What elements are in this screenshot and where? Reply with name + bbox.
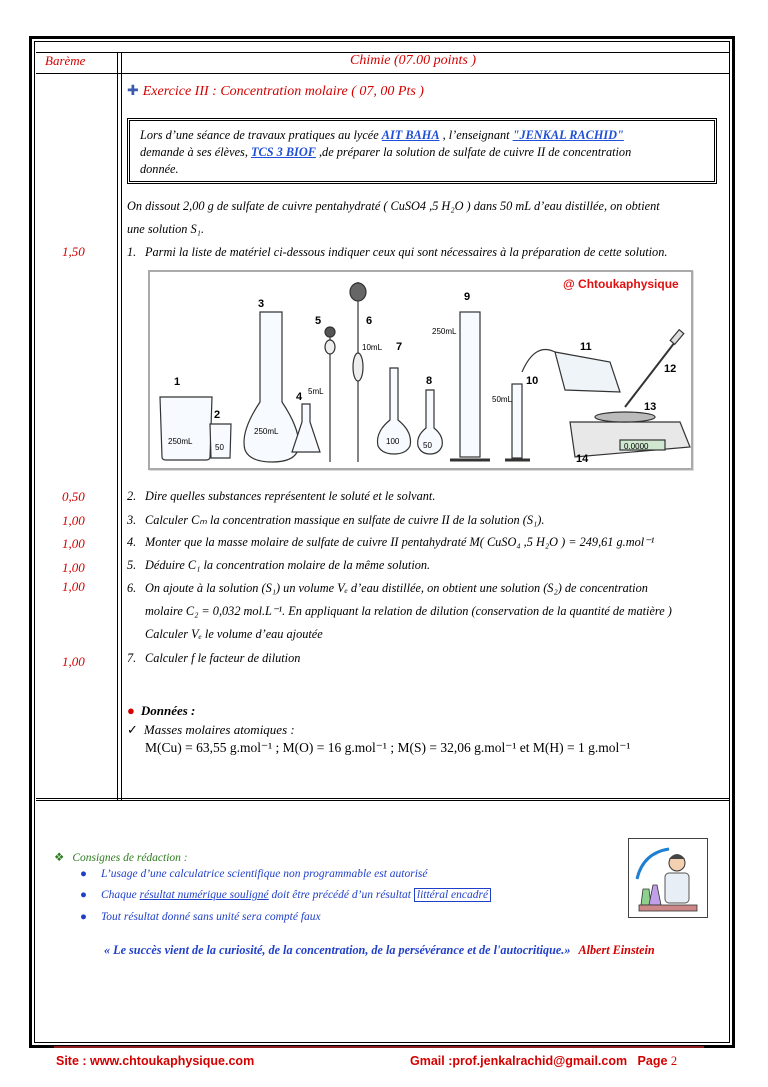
question-7 [127, 649, 727, 667]
lab-equipment-drawing [150, 272, 691, 468]
masses-label [127, 722, 295, 738]
consigne-text: L’usage d’une calculatrice scientifique non programmable est autorisé [100, 868, 428, 880]
footer-site: Site : www.chtoukaphysique.com [56, 1054, 255, 1068]
label-11: 11 [580, 341, 592, 353]
question-text: Monter que la masse molaire de sulfate de cuivre II pentahydraté M( CuSO₄ ,5 H₂O ) = 249,61 g.mol⁻¹ [145, 535, 655, 549]
score-q4: 1,00 [62, 536, 85, 551]
label-10: 10 [526, 375, 539, 387]
score-q3: 1,00 [62, 513, 85, 528]
question-number: 5. [127, 558, 137, 572]
consigne-underlined: résultat numérique souligné [139, 889, 269, 901]
label-7: 7 [396, 341, 403, 353]
consigne-item-3 [80, 911, 321, 923]
volume-cylinder-50: 50mL [492, 395, 513, 404]
consignes-title-text: Consignes de rédaction : [72, 852, 188, 864]
question-5 [127, 556, 727, 574]
score-q7: 1,00 [62, 654, 85, 669]
teacher-name: "JENKAL RACHID" [512, 128, 624, 142]
exercise-title-text: Exercice III : Concentration molaire ( 07, 00 Pts ) [142, 84, 424, 99]
lab-credit: @ Chtoukaphysique [563, 277, 679, 291]
graduated-cylinder-50ml-icon [512, 384, 522, 458]
volume-flask-250: 250mL [254, 427, 279, 436]
label-3: 3 [258, 298, 265, 310]
statement-line-2: une solution S₁. [127, 222, 205, 236]
class-name: TCS 3 BIOF [250, 145, 316, 159]
beaker-250ml-icon [160, 397, 212, 460]
question-number: 3. [127, 513, 137, 527]
volume-flask-100: 100 [386, 437, 400, 446]
intro-text-c: demande à ses élèves, [140, 145, 251, 159]
question-number: 2. [127, 489, 137, 503]
lab-equipment-figure [148, 270, 693, 470]
consigne-item-1 [80, 868, 427, 880]
question-1 [127, 243, 727, 261]
graduated-cylinder-250ml-icon [460, 312, 480, 457]
quote-author: Albert Einstein [578, 943, 655, 957]
footer-gmail: Gmail :prof.jenkalrachid@gmail.com [410, 1054, 628, 1068]
volumetric-flask-250-icon [244, 312, 299, 462]
score-q6: 1,00 [62, 579, 85, 594]
header-bareme: Barème [45, 53, 86, 68]
diamond-bullet-icon: ❖ [54, 852, 65, 864]
consigne-item-2 [80, 889, 491, 901]
label-1: 1 [174, 376, 181, 388]
question-text: Parmi la liste de matériel ci-dessous indiquer ceux qui sont nécessaires à la préparation de cette solution. [145, 245, 668, 259]
question-text: On ajoute à la solution (S₁) un volume Vₑ d’eau distillée, on obtient une solution (S₂) de concentration [145, 581, 648, 595]
score-q2: 0,50 [62, 489, 85, 504]
volume-cylinder-250: 250mL [432, 327, 457, 336]
data-title-text: Données : [140, 703, 196, 718]
checkmark-icon: ✓ [127, 722, 138, 737]
footer-contact [410, 1054, 677, 1069]
question-2 [127, 487, 727, 505]
exercise-title [127, 83, 424, 100]
consigne-text: Tout résultat donné sans unité sera compté faux [100, 911, 321, 923]
label-8: 8 [426, 375, 433, 387]
masses-label-text: Masses molaires atomiques : [143, 722, 295, 737]
question-text: Calculer f le facteur de dilution [145, 651, 301, 665]
header-chimie: Chimie (07.00 points ) [350, 53, 476, 68]
question-number: 7. [127, 651, 137, 665]
consigne-text-a: Chaque [100, 889, 140, 901]
label-4: 4 [296, 391, 303, 403]
pushpin-icon: ✚ [127, 84, 139, 99]
footer-page-label: Page [637, 1054, 668, 1068]
score-q5: 1,00 [62, 560, 85, 575]
question-text: Déduire C₁ la concentration molaire de la même solution. [145, 558, 431, 572]
molar-masses: M(Cu) = 63,55 g.mol⁻¹ ; M(O) = 16 g.mol⁻¹ ; M(S) = 32,06 g.mol⁻¹ et M(H) = 1 g.mol⁻¹ [145, 740, 631, 755]
question-4 [127, 533, 727, 551]
label-2: 2 [214, 409, 221, 421]
data-title [127, 703, 195, 719]
consigne-text-b: doit être précédé d’un résultat [268, 889, 414, 901]
quote [104, 943, 655, 958]
quote-text: « Le succès vient de la curiosité, de la concentration, de la persévérance et de l'autocritique.» [104, 943, 571, 957]
column-separator [117, 52, 122, 800]
question-3 [127, 511, 727, 529]
question-text: Dire quelles substances représentent le soluté et le solvant. [145, 489, 436, 503]
score-q1: 1,50 [62, 244, 85, 259]
bullet-icon: ● [127, 703, 135, 718]
table-bottom-border [36, 798, 730, 801]
intro-text-d: ,de préparer la solution de sulfate de cuivre II de concentration [315, 145, 632, 159]
bullet-icon: ● [80, 911, 87, 923]
school-name: AIT BAHA [381, 128, 440, 142]
bullet-icon: ● [80, 889, 87, 901]
bullet-icon: ● [80, 868, 87, 880]
consignes-title [54, 850, 188, 864]
label-9: 9 [464, 291, 471, 303]
footer-page-number: 2 [670, 1054, 678, 1068]
wash-bottle-icon [555, 352, 620, 392]
intro-text-a: Lors d’une séance de travaux pratiques au lycée [140, 128, 382, 142]
label-12: 12 [664, 363, 677, 375]
label-13: 13 [644, 401, 657, 413]
footer-divider [54, 1046, 704, 1048]
volume-beaker-250: 250mL [168, 437, 193, 446]
intro-text-b: , l’enseignant [439, 128, 513, 142]
question-number: 6. [127, 581, 137, 595]
intro-box [127, 118, 717, 184]
balance-display: 0.0000 [624, 442, 649, 451]
statement-line-1: On dissout 2,00 g de sulfate de cuivre pentahydraté ( CuSO4 ,5 H₂O ) dans 50 mL d’eau distillée, on obtient [127, 199, 660, 213]
question-6-line-3: Calculer Vₑ le volume d’eau ajoutée [145, 627, 323, 641]
volume-pipette-10: 10mL [362, 343, 383, 352]
question-number: 4. [127, 535, 137, 549]
label-6: 6 [366, 315, 373, 327]
question-text: Calculer Cₘ la concentration massique en sulfate de cuivre II de la solution (S₁). [145, 513, 545, 527]
question-6-line-2: molaire C₂ = 0,032 mol.L⁻¹. En appliquant la relation de dilution (conservation de la quantité de matière ) [145, 604, 672, 618]
volume-pipette-5: 5mL [308, 387, 324, 396]
question-6 [127, 579, 727, 597]
intro-text-e: donnée. [140, 162, 179, 176]
volume-beaker-50: 50 [215, 443, 224, 452]
question-number: 1. [127, 245, 137, 259]
consigne-boxed: littéral encadré [414, 888, 491, 902]
volume-flask-50: 50 [423, 441, 432, 450]
label-5: 5 [315, 315, 322, 327]
teacher-logo [628, 838, 708, 918]
label-14: 14 [576, 453, 589, 465]
beaker-50-icon [210, 424, 231, 458]
scientist-icon [629, 839, 707, 917]
